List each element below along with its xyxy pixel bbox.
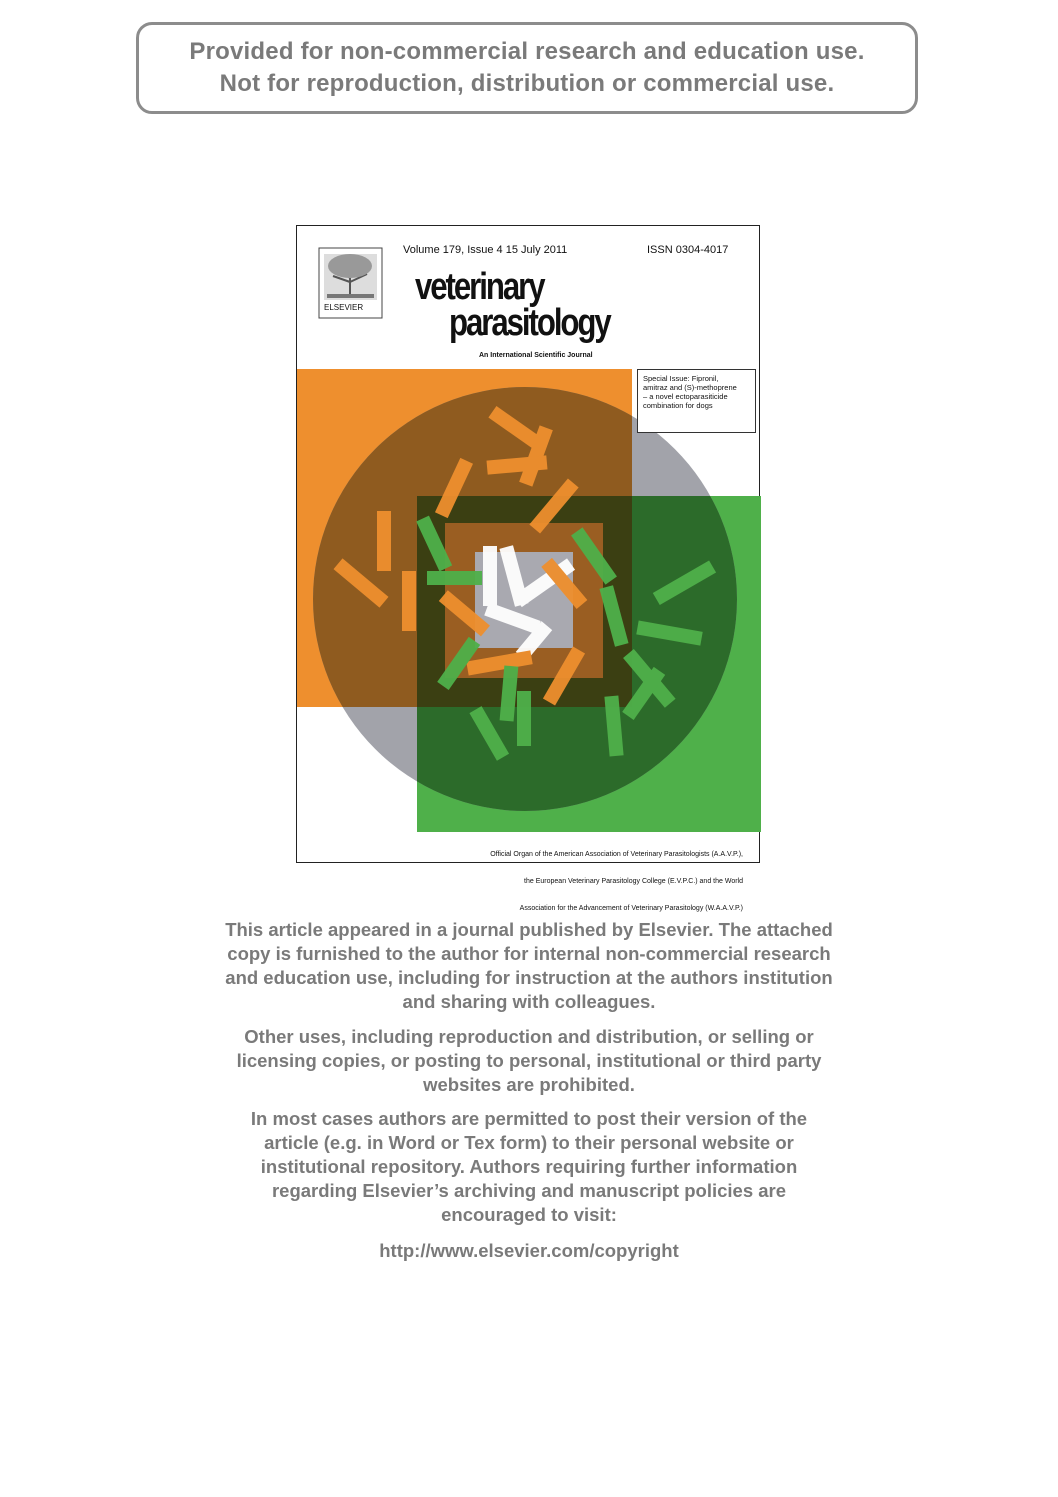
volume-issue: Volume 179, Issue 4 15 July 2011 (403, 244, 568, 256)
text-line: copy is furnished to the author for internal non-commercial research (227, 943, 831, 964)
special-issue-line: – a novel ectoparasiticide (643, 392, 728, 401)
journal-subtitle: An International Scientific Journal (479, 352, 593, 359)
official-organ-text (490, 832, 743, 931)
usage-notice-box (136, 22, 918, 114)
notice-line-1: Provided for non-commercial research and education use. (189, 38, 865, 65)
text-line: and education use, including for instruction at the authors institution (225, 967, 833, 988)
text-line: institutional repository. Authors requiring further information (260, 1156, 798, 1177)
special-issue-line: combination for dogs (643, 401, 713, 410)
text-line: and sharing with colleagues. (402, 991, 656, 1012)
special-issue-box (637, 369, 756, 433)
official-organ-line: Official Organ of the American Association of Veterinary Parasitologists (A.A.V.P.), (490, 851, 743, 858)
text-line: encouraged to visit: (441, 1204, 617, 1225)
text-line: licensing copies, or posting to personal, institutional or third party (236, 1050, 822, 1071)
issn: ISSN 0304-4017 (647, 244, 729, 256)
special-issue-line: Special Issue: Fipronil, (643, 374, 719, 383)
text-line: websites are prohibited. (423, 1074, 635, 1095)
journal-title-line-2: parasitology (449, 302, 610, 344)
text-line: This article appeared in a journal published by Elsevier. The attached (225, 919, 833, 940)
official-organ-line: the European Veterinary Parasitology College (E.V.P.C.) and the World (524, 878, 743, 885)
text-line: regarding Elsevier’s archiving and manuscript policies are (271, 1180, 787, 1201)
special-issue-line: amitraz and (S)-methoprene (643, 383, 737, 392)
article-notice-paragraph (180, 918, 878, 1014)
text-line: Other uses, including reproduction and distribution, or selling or (244, 1026, 814, 1047)
copyright-url[interactable]: http://www.elsevier.com/copyright (379, 1240, 679, 1261)
publisher-logo-text: ELSEVIER (324, 303, 364, 312)
text-line: article (e.g. in Word or Tex form) to their personal website or (264, 1132, 794, 1153)
prohibited-uses-paragraph (180, 1025, 878, 1097)
official-organ-line: Association for the Advancement of Veterinary Parasitology (W.A.A.V.P.) (519, 905, 743, 912)
notice-line-2: Not for reproduction, distribution or commercial use. (219, 70, 835, 97)
journal-title-line-1: veterinary (415, 266, 544, 308)
journal-cover (296, 225, 760, 912)
author-permissions-paragraph (180, 1107, 878, 1227)
text-line: In most cases authors are permitted to post their version of the (250, 1108, 808, 1129)
